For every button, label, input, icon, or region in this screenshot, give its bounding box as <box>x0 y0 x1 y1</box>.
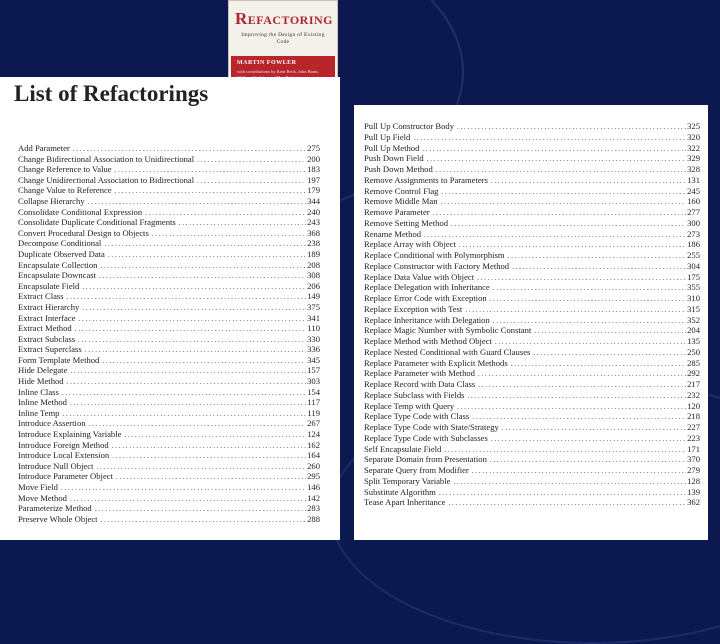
refactoring-name: Consolidate Duplicate Conditional Fragments <box>18 217 176 228</box>
dot-leader <box>194 175 306 185</box>
refactoring-name: Introduce Foreign Method <box>18 439 109 450</box>
page-number: 164 <box>307 450 320 461</box>
list-item <box>18 418 320 429</box>
dot-leader <box>121 429 306 439</box>
refactoring-name: Substitute Algorithm <box>364 486 436 497</box>
refactoring-list-right <box>364 121 700 508</box>
dot-leader <box>79 302 306 312</box>
page-number: 131 <box>687 174 700 185</box>
refactoring-name: Change Reference to Value <box>18 164 112 175</box>
page-number: 310 <box>687 293 700 303</box>
refactoring-name: Convert Procedural Design to Objects <box>18 227 149 238</box>
list-item <box>364 325 700 336</box>
dot-leader <box>490 282 686 292</box>
refactoring-name: Push Down Method <box>364 164 433 174</box>
dot-leader <box>456 239 686 249</box>
page-number: 154 <box>307 386 320 397</box>
refactoring-name: Replace Error Code with Exception <box>364 293 487 303</box>
list-item <box>364 164 700 175</box>
list-item <box>18 175 320 186</box>
dot-leader <box>96 270 306 280</box>
refactoring-name: Self Encapsulate Field <box>364 443 442 454</box>
refactoring-name: Replace Constructor with Factory Method <box>364 260 510 271</box>
page-number: 283 <box>307 503 320 514</box>
list-item <box>18 249 320 260</box>
list-item <box>18 291 320 302</box>
list-item <box>18 281 320 292</box>
page-number: 275 <box>307 143 320 153</box>
refactoring-name: Rename Method <box>364 228 422 239</box>
dot-leader <box>438 196 687 206</box>
list-item <box>18 482 320 493</box>
refactoring-name: Duplicate Observed Data <box>18 248 105 259</box>
list-item <box>18 154 320 165</box>
dot-leader <box>475 368 686 378</box>
dot-leader <box>75 334 306 344</box>
page-number: 345 <box>307 354 320 365</box>
refactoring-name: Parameterize Method <box>18 503 92 514</box>
refactoring-name: Separate Query from Modifier <box>364 465 469 475</box>
dot-leader <box>419 143 686 153</box>
refactoring-name: Replace Parameter with Method <box>364 368 475 379</box>
page-number: 352 <box>687 314 700 325</box>
refactoring-name: Push Down Field <box>364 153 424 164</box>
list-item <box>364 304 700 315</box>
page-number: 183 <box>307 164 320 175</box>
refactoring-name: Extract Subclass <box>18 333 76 344</box>
page-number: 189 <box>307 248 320 259</box>
refactoring-name: Replace Subclass with Fields <box>364 389 465 400</box>
page-number: 124 <box>307 429 320 440</box>
refactoring-name: Split Temporary Variable <box>364 475 451 486</box>
refactoring-name: Extract Interface <box>18 312 76 323</box>
dot-leader <box>424 153 686 163</box>
page-number: 223 <box>687 432 700 443</box>
refactoring-name: Introduce Explaining Variable <box>18 429 122 440</box>
refactoring-name: Preserve Whole Object <box>18 513 98 524</box>
list-item <box>364 196 700 207</box>
dot-leader <box>469 411 686 421</box>
refactoring-name: Replace Type Code with Class <box>364 411 470 422</box>
refactoring-list-left <box>18 143 320 524</box>
list-item <box>18 387 320 398</box>
page-number: 200 <box>307 153 320 164</box>
dot-leader <box>487 293 686 303</box>
page-number: 186 <box>687 239 700 250</box>
page-number: 277 <box>687 207 700 217</box>
dot-leader <box>410 132 686 142</box>
dot-leader <box>67 493 306 503</box>
list-item <box>364 379 700 390</box>
dot-leader <box>59 387 306 397</box>
page-number: 217 <box>687 379 700 389</box>
page-number: 300 <box>687 217 700 228</box>
page-number: 119 <box>307 407 320 418</box>
dot-leader <box>509 261 686 271</box>
refactoring-name: Extract Superclass <box>18 344 82 355</box>
refactoring-name: Encapsulate Downcast <box>18 270 97 281</box>
list-item <box>364 368 700 379</box>
list-item <box>364 250 700 261</box>
list-item <box>18 207 320 218</box>
page-number: 243 <box>307 217 320 228</box>
dot-leader <box>450 476 686 486</box>
page-number: 303 <box>307 376 320 387</box>
dot-leader <box>70 143 306 153</box>
refactoring-name: Pull Up Field <box>364 131 411 142</box>
dot-leader <box>505 250 687 260</box>
dot-leader <box>454 401 686 411</box>
list-item <box>364 358 700 369</box>
list-item <box>18 238 320 249</box>
page-number: 120 <box>687 400 700 411</box>
list-item <box>364 444 700 455</box>
refactoring-name: Introduce Assertion <box>18 418 86 429</box>
dot-leader <box>492 336 686 346</box>
right-page <box>354 105 708 540</box>
page-number: 315 <box>687 303 700 314</box>
list-item <box>364 487 700 498</box>
list-item <box>18 344 320 355</box>
dot-leader <box>79 281 306 291</box>
refactoring-name: Form Template Method <box>18 354 100 365</box>
page-number: 267 <box>307 418 320 429</box>
page-number: 375 <box>307 301 320 312</box>
dot-leader <box>490 315 686 325</box>
list-item <box>18 313 320 324</box>
list-item <box>18 408 320 419</box>
refactoring-name: Replace Delegation with Inheritance <box>364 282 490 293</box>
list-item <box>364 132 700 143</box>
refactoring-name: Pull Up Method <box>364 142 420 153</box>
page-number: 260 <box>307 460 320 471</box>
list-item <box>18 461 320 472</box>
page-number: 117 <box>307 397 320 408</box>
dot-leader <box>421 229 686 239</box>
page-number: 368 <box>307 227 320 238</box>
page-number: 308 <box>307 270 320 281</box>
refactoring-name: Remove Middle Man <box>364 196 438 207</box>
list-item <box>18 228 320 239</box>
dot-leader <box>149 228 306 238</box>
dot-leader <box>436 487 686 497</box>
list-item <box>364 272 700 283</box>
dot-leader <box>99 355 306 365</box>
refactoring-name: Decompose Conditional <box>18 238 102 249</box>
dot-leader <box>76 313 307 323</box>
cover-contributors: with contributions by Kent Beck, John Brant, <box>237 69 319 74</box>
refactoring-name: Move Method <box>18 492 67 503</box>
dot-leader <box>475 379 686 389</box>
list-item <box>364 293 700 304</box>
page-number: 322 <box>687 142 700 153</box>
refactoring-name: Encapsulate Field <box>18 280 80 291</box>
dot-leader <box>465 390 687 400</box>
page-number: 149 <box>307 291 320 302</box>
dot-leader <box>433 164 686 174</box>
refactoring-name: Remove Setting Method <box>364 217 449 228</box>
page-number: 208 <box>307 259 320 270</box>
list-item <box>364 411 700 422</box>
page-number: 240 <box>307 206 320 217</box>
dot-leader <box>82 344 306 354</box>
dot-leader <box>194 154 306 164</box>
list-item <box>364 229 700 240</box>
dot-leader <box>469 465 686 475</box>
cover-title: Refactoring <box>235 9 334 28</box>
page-number: 304 <box>687 260 700 271</box>
refactoring-name: Move Field <box>18 482 58 492</box>
refactoring-name: Replace Conditional with Polymorphism <box>364 250 505 260</box>
dot-leader <box>67 365 306 375</box>
page-number: 197 <box>307 174 320 185</box>
refactoring-name: Separate Domain from Presentation <box>364 454 487 465</box>
list-item <box>18 217 320 228</box>
refactoring-name: Replace Type Code with State/Strategy <box>364 422 499 432</box>
list-item <box>364 476 700 487</box>
list-item <box>18 471 320 482</box>
page-number: 128 <box>687 475 700 486</box>
cover-author: MARTIN FOWLER <box>237 60 297 66</box>
page-number: 285 <box>687 357 700 368</box>
list-item <box>18 429 320 440</box>
dot-leader <box>488 175 686 185</box>
dot-leader <box>93 461 306 471</box>
page-number: 160 <box>687 196 700 207</box>
refactoring-name: Replace Nested Conditional with Guard Clauses <box>364 346 531 357</box>
refactoring-name: Tease Apart Inheritance <box>364 497 446 508</box>
list-item <box>364 401 700 412</box>
dot-leader <box>72 323 307 333</box>
page-number: 273 <box>687 228 700 239</box>
dot-leader <box>142 207 306 217</box>
dot-leader <box>474 272 686 282</box>
dot-leader <box>176 217 306 227</box>
refactoring-name: Encapsulate Collection <box>18 259 98 270</box>
dot-leader <box>488 433 686 443</box>
page-number: 157 <box>307 365 320 376</box>
page-number: 142 <box>307 492 320 503</box>
dot-leader <box>98 514 307 524</box>
page-number: 250 <box>687 346 700 357</box>
page-number: 328 <box>687 164 700 174</box>
list-item <box>364 153 700 164</box>
list-item <box>364 175 700 186</box>
dot-leader <box>86 418 307 428</box>
dot-leader <box>438 186 686 196</box>
list-item <box>18 334 320 345</box>
list-item <box>18 260 320 271</box>
dot-leader <box>59 408 306 418</box>
list-item <box>18 365 320 376</box>
dot-leader <box>112 185 306 195</box>
refactoring-name: Introduce Parameter Object <box>18 471 113 482</box>
page-number: 206 <box>307 280 320 291</box>
dot-leader <box>109 440 306 450</box>
refactoring-name: Extract Class <box>18 291 64 302</box>
refactoring-name: Change Value to Reference <box>18 185 112 196</box>
dot-leader <box>430 207 686 217</box>
list-item <box>18 323 320 334</box>
list-item <box>364 218 700 229</box>
list-item <box>364 465 700 476</box>
page-number: 218 <box>687 411 700 422</box>
refactoring-name: Consolidate Conditional Expression <box>18 206 143 217</box>
refactoring-name: Replace Method with Method Object <box>364 336 492 346</box>
dot-leader <box>531 325 686 335</box>
refactoring-name: Remove Assignments to Parameters <box>364 174 488 185</box>
page-number: 341 <box>307 312 320 323</box>
page-number: 139 <box>687 486 700 497</box>
dot-leader <box>454 121 686 131</box>
page-number: 238 <box>307 238 320 249</box>
list-item <box>364 143 700 154</box>
page-number: 175 <box>687 271 700 282</box>
page-number: 245 <box>687 185 700 196</box>
list-item <box>18 196 320 207</box>
page-number: 325 <box>687 121 700 131</box>
list-item <box>364 433 700 444</box>
dot-leader <box>67 397 306 407</box>
list-item <box>364 239 700 250</box>
dot-leader <box>92 503 306 513</box>
refactoring-name: Pull Up Constructor Body <box>364 121 454 131</box>
refactoring-name: Change Bidirectional Association to Unidirectional <box>18 153 195 164</box>
dot-leader <box>97 260 306 270</box>
list-item <box>364 497 700 508</box>
list-item <box>364 347 700 358</box>
refactoring-name: Change Unidirectional Association to Bidirectional <box>18 174 195 185</box>
page-number: 344 <box>307 195 320 206</box>
dot-leader <box>508 358 686 368</box>
dot-leader <box>85 196 307 206</box>
left-page <box>0 77 340 540</box>
list-item <box>364 422 700 433</box>
page-number: 204 <box>687 325 700 336</box>
dot-leader <box>487 454 686 464</box>
page-number: 355 <box>687 282 700 293</box>
refactoring-name: Remove Parameter <box>364 207 430 217</box>
refactoring-name: Introduce Null Object <box>18 460 94 471</box>
list-item <box>364 315 700 326</box>
page-number: 146 <box>307 482 320 492</box>
list-item <box>18 503 320 514</box>
list-item <box>364 186 700 197</box>
refactoring-name: Replace Type Code with Subclasses <box>364 432 488 443</box>
list-item <box>364 207 700 218</box>
page-number: 336 <box>307 344 320 355</box>
list-item <box>18 302 320 313</box>
dot-leader <box>105 249 306 259</box>
list-item <box>364 261 700 272</box>
dot-leader <box>58 482 306 492</box>
dot-leader <box>113 471 306 481</box>
refactoring-name: Inline Temp <box>18 407 60 418</box>
list-item <box>18 270 320 281</box>
dot-leader <box>64 376 307 386</box>
page-number: 329 <box>687 153 700 164</box>
list-item <box>18 514 320 525</box>
refactoring-name: Inline Method <box>18 397 67 408</box>
page-number: 330 <box>307 333 320 344</box>
dot-leader <box>441 444 686 454</box>
refactoring-name: Hide Delegate <box>18 365 68 376</box>
refactoring-name: Replace Temp with Query <box>364 400 455 411</box>
refactoring-name: Replace Magic Number with Symbolic Constant <box>364 325 532 336</box>
dot-leader <box>530 347 686 357</box>
refactoring-name: Replace Exception with Test <box>364 303 463 314</box>
list-item <box>18 450 320 461</box>
page-heading: List of Refactorings <box>14 81 209 106</box>
dot-leader <box>462 304 686 314</box>
dot-leader <box>445 497 686 507</box>
list-item <box>18 397 320 408</box>
page-number: 162 <box>307 439 320 450</box>
refactoring-name: Hide Method <box>18 376 64 387</box>
list-item <box>364 121 700 132</box>
list-item <box>364 390 700 401</box>
refactoring-name: Add Parameter <box>18 143 70 153</box>
list-item <box>18 493 320 504</box>
page-number: 232 <box>687 389 700 400</box>
page-number: 171 <box>687 443 700 454</box>
page-number: 320 <box>687 131 700 142</box>
page-number: 179 <box>307 185 320 196</box>
refactoring-name: Replace Data Value with Object <box>364 271 475 282</box>
page-number: 295 <box>307 471 320 482</box>
refactoring-name: Replace Parameter with Explicit Methods <box>364 357 508 368</box>
page-number: 279 <box>687 465 700 475</box>
dot-leader <box>499 422 686 432</box>
refactoring-name: Replace Inheritance with Delegation <box>364 314 490 325</box>
cover-subtitle: Improving the Design of Existing Code <box>241 32 325 45</box>
page-number: 370 <box>687 454 700 465</box>
list-item <box>18 376 320 387</box>
page-number: 227 <box>687 422 700 432</box>
refactoring-name: Extract Hierarchy <box>18 301 80 312</box>
refactoring-name: Introduce Local Extension <box>18 450 110 461</box>
list-item <box>18 185 320 196</box>
list-item <box>18 143 320 154</box>
refactoring-name: Collapse Hierarchy <box>18 195 85 206</box>
dot-leader <box>448 218 686 228</box>
list-item <box>364 336 700 347</box>
page-number: 362 <box>687 497 700 508</box>
page-number: 255 <box>687 250 700 260</box>
list-item <box>18 164 320 175</box>
page-number: 135 <box>687 336 700 346</box>
list-item <box>364 454 700 465</box>
list-item <box>18 440 320 451</box>
refactoring-name: Remove Control Flag <box>364 185 439 196</box>
refactoring-name: Extract Method <box>18 323 72 334</box>
page-number: 110 <box>307 323 320 334</box>
dot-leader <box>109 450 306 460</box>
dot-leader <box>112 164 306 174</box>
page-number: 292 <box>687 368 700 379</box>
page-number: 288 <box>307 513 320 524</box>
refactoring-name: Replace Array with Object <box>364 239 456 250</box>
refactoring-name: Inline Class <box>18 386 59 397</box>
dot-leader <box>101 238 306 248</box>
dot-leader <box>64 291 307 301</box>
list-item <box>364 282 700 293</box>
refactoring-name: Replace Record with Data Class <box>364 379 476 389</box>
list-item <box>18 355 320 366</box>
